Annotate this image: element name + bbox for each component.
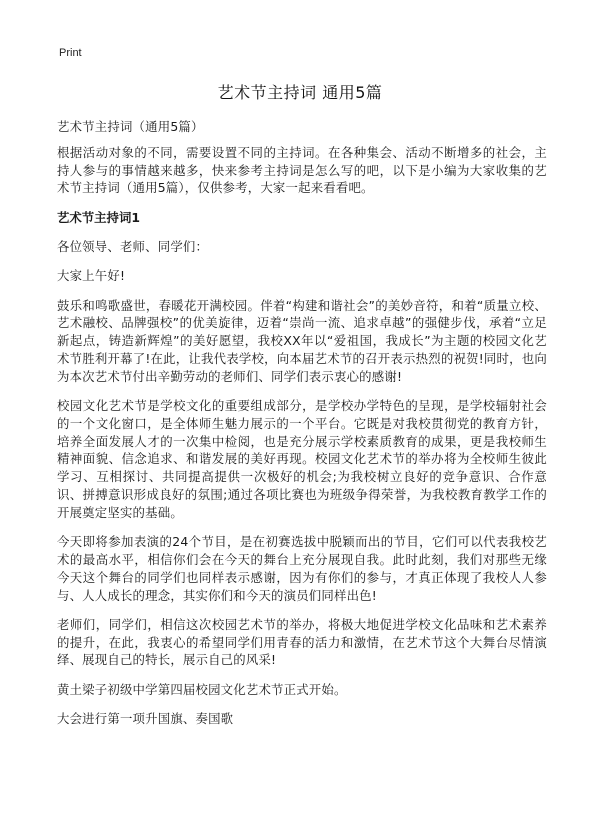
article-subtitle: 艺术节主持词（通用5篇） (57, 119, 204, 134)
intro-paragraph: 根据活动对象的不同，需要设置不同的主持词。在各种集会、活动不断增多的社会，主持人参与的事情越来越多，快来参考主持词是怎么写的吧，以下是小编为大家收集的艺术节主持词（通用5篇），仅供参考，大家一起来看看吧。 (57, 144, 547, 196)
paragraph-wishes: 老师们，同学们，相信这次校园艺术节的举办，将极大地促进学校文化品味和艺术素养的提升，在此，我衷心的希望同学们用青春的活力和激情，在艺术节这个大舞台尽情演绎、展现自己的特长，展示自己的风采! (57, 616, 547, 668)
paragraph-greeting: 各位领导、老师、同学们： (57, 238, 209, 254)
article-body (57, 118, 547, 739)
paragraph-flag-ceremony: 大会进行第一项升国旗、奏国歌 (57, 711, 234, 727)
paragraph-festival-meaning: 校园文化艺术节是学校文化的重要组成部分，是学校办学特色的呈现，是学校辐射社会的一个文化窗口，是全体师生魅力展示的一个平台。它既是对我校贯彻党的教育方针，培养全面发展人才的一次集中检阅，也是充分展示学校素质教育的成果，更是我校师生精神面貌、信念追求、和谐发展的美好再现。校园文化艺术节的举办将为全校师生彼此学习、互相探讨、共同提高提供一次极好的机会;为我校树立良好的竞争意识、合作意识、拼搏意识形成良好的氛围;通过各项比赛也为班级争得荣誉，为我校教育教学工作的开展奠定坚实的基础。 (57, 398, 547, 520)
page-title: 艺术节主持词 通用5篇 (217, 83, 383, 102)
paragraph-announcement: 黄土梁子初级中学第四届校园文化艺术节正式开始。 (57, 681, 347, 697)
section-heading: 艺术节主持词1 (57, 209, 140, 225)
paragraph-performances: 今天即将参加表演的24个节目，是在初赛选拔中脱颖而出的节目，它们可以代表我校艺术的最高水平，相信你们会在今天的舞台上充分展现自我。此时此刻，我们对那些无缘今天这个舞台的同学们也同样表示感谢，因为有你们的参与，才真正体现了我校人人参与、人人成长的理念，其实你们和今天的演员们同样出色! (57, 534, 547, 603)
paragraph-opening: 鼓乐和鸣歌盛世，春暖花开满校园。伴着“构建和谐社会”的美妙音符，和着“质量立校、艺术融校、品牌强校”的优美旋律，迈着“崇尚一流、追求卓越”的强健步伐，承着“立足新起点，铸造新辉煌”的美好愿望，我校XX年以“爱祖国，我成长”为主题的校园文化艺术节胜利开幕了!在此，让我代表学校，向本届艺术节的召开表示热烈的祝贺!同时，也向为本次艺术节付出辛勤劳动的老师们、同学们表示衷心的感谢! (57, 297, 547, 384)
print-link[interactable]: Print (59, 47, 82, 59)
paragraph-good-morning: 大家上午好! (57, 268, 126, 284)
